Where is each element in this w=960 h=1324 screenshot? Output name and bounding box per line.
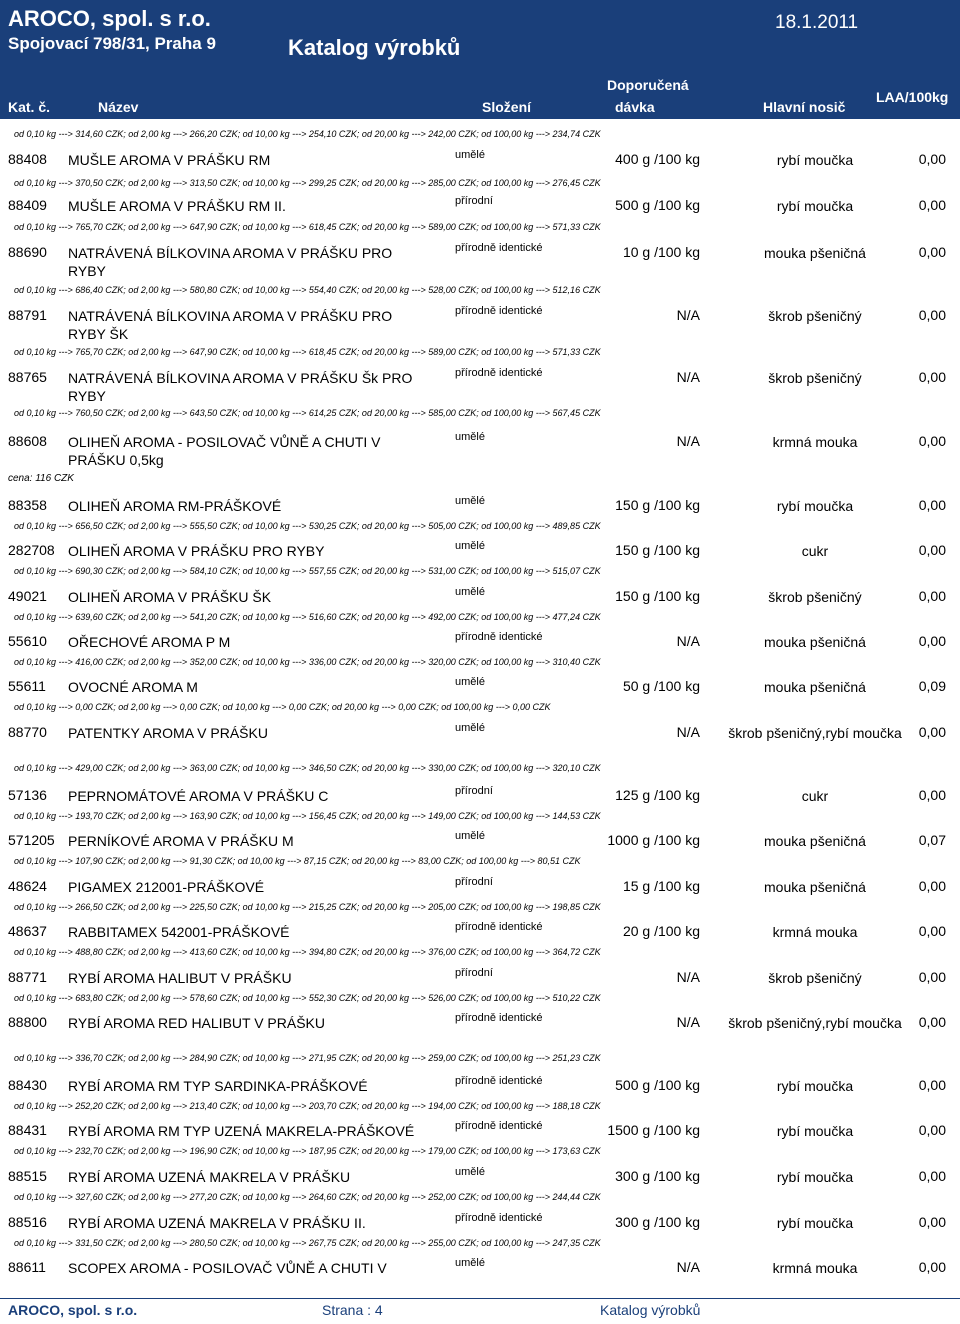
product-name: RYBÍ AROMA RM TYP UZENÁ MAKRELA-PRÁŠKOVÉ — [68, 1123, 415, 1139]
product-name: RABBITAMEX 542001-PRÁŠKOVÉ — [68, 924, 290, 940]
product-dose: 500 g /100 kg — [615, 197, 700, 213]
product-code: 88791 — [8, 307, 47, 323]
product-name: PEPRNOMÁTOVÉ AROMA V PRÁŠKU C — [68, 788, 329, 804]
product-carrier: rybí moučka — [776, 198, 854, 214]
price-line: od 0,10 kg ---> 765,70 CZK; od 2,00 kg ---> 647,90 CZK; od 10,00 kg ---> 618,45 CZK; od 20,00 kg ---> 589,00 CZK; od 100,00 kg ---> 571,33 CZK — [14, 347, 601, 357]
product-composition: umělé — [455, 676, 485, 688]
product-laa: 0,07 — [918, 832, 946, 848]
product-laa: 0,00 — [918, 433, 946, 449]
product-carrier: škrob pšeničný — [768, 970, 862, 986]
product-code: 88516 — [8, 1214, 47, 1230]
footer-page: Strana : 4 — [322, 1302, 383, 1318]
product-code: 571205 — [8, 832, 55, 848]
product-code: 88771 — [8, 969, 47, 985]
product-name: PIGAMEX 212001-PRÁŠKOVÉ — [68, 879, 265, 895]
product-carrier: rybí moučka — [776, 498, 854, 514]
product-carrier: škrob pšeničný — [768, 589, 862, 605]
product-code: 49021 — [8, 588, 47, 604]
product-composition: umělé — [455, 1166, 485, 1178]
price-line: od 0,10 kg ---> 336,70 CZK; od 2,00 kg ---> 284,90 CZK; od 10,00 kg ---> 271,95 CZK; od 20,00 kg ---> 259,00 CZK; od 100,00 kg ---> 251,23 CZK — [14, 1053, 601, 1063]
product-laa: 0,00 — [918, 197, 946, 213]
product-dose: 15 g /100 kg — [622, 878, 700, 894]
product-carrier: cukr — [801, 788, 829, 804]
product-dose: N/A — [676, 1014, 700, 1030]
product-name: OLIHEŇ AROMA RM-PRÁŠKOVÉ — [68, 498, 282, 514]
product-dose: 150 g /100 kg — [615, 542, 700, 558]
product-dose: 300 g /100 kg — [615, 1214, 700, 1230]
price-line: od 0,10 kg ---> 639,60 CZK; od 2,00 kg ---> 541,20 CZK; od 10,00 kg ---> 516,60 CZK; od 20,00 kg ---> 492,00 CZK; od 100,00 kg ---> 477,24 CZK — [14, 612, 601, 622]
price-line: od 0,10 kg ---> 765,70 CZK; od 2,00 kg ---> 647,90 CZK; od 10,00 kg ---> 618,45 CZK; od 20,00 kg ---> 589,00 CZK; od 100,00 kg ---> 571,33 CZK — [14, 222, 601, 232]
col-laa: LAA/100kg — [876, 89, 949, 105]
product-dose: 50 g /100 kg — [622, 678, 700, 694]
price-line: od 0,10 kg ---> 193,70 CZK; od 2,00 kg ---> 163,90 CZK; od 10,00 kg ---> 156,45 CZK; od 20,00 kg ---> 149,00 CZK; od 100,00 kg ---> 144,53 CZK — [14, 811, 601, 821]
product-dose: 150 g /100 kg — [615, 497, 700, 513]
product-laa: 0,00 — [918, 1122, 946, 1138]
product-carrier: cukr — [801, 543, 829, 559]
product-composition: přírodní — [455, 785, 493, 797]
product-dose: 1500 g /100 kg — [607, 1122, 700, 1138]
product-dose: N/A — [676, 307, 700, 323]
product-code: 48637 — [8, 923, 47, 939]
col-dose-top: Doporučená — [607, 77, 689, 93]
product-composition: umělé — [455, 431, 485, 443]
product-composition: umělé — [455, 540, 485, 552]
product-composition: přírodně identické — [455, 367, 543, 379]
product-name: NATRÁVENÁ BÍLKOVINA AROMA V PRÁŠKU PRO RYBY — [68, 245, 393, 279]
product-dose: N/A — [676, 369, 700, 385]
product-composition: přírodně identické — [455, 305, 543, 317]
product-name: OLIHEŇ AROMA - POSILOVAČ VŮNĚ A CHUTI V PRÁŠKU 0,5kg — [68, 434, 381, 468]
product-name: MUŠLE AROMA V PRÁŠKU RM II. — [68, 198, 286, 214]
product-laa: 0,00 — [918, 1168, 946, 1184]
product-carrier: krmná mouka — [772, 1260, 858, 1276]
product-carrier: rybí moučka — [776, 1123, 854, 1139]
price-line: od 0,10 kg ---> 760,50 CZK; od 2,00 kg ---> 643,50 CZK; od 10,00 kg ---> 614,25 CZK; od 20,00 kg ---> 585,00 CZK; od 100,00 kg ---> 567,45 CZK — [14, 408, 601, 418]
product-composition: umělé — [455, 722, 485, 734]
product-laa: 0,00 — [918, 307, 946, 323]
company-name: AROCO, spol. s r.o. — [8, 6, 211, 31]
price-line: od 0,10 kg ---> 683,80 CZK; od 2,00 kg ---> 578,60 CZK; od 10,00 kg ---> 552,30 CZK; od 20,00 kg ---> 526,00 CZK; od 100,00 kg ---> 510,22 CZK — [14, 993, 601, 1003]
product-name: OLIHEŇ AROMA V PRÁŠKU ŠK — [68, 589, 272, 605]
product-laa: 0,00 — [918, 1077, 946, 1093]
product-name: RYBÍ AROMA RED HALIBUT V PRÁŠKU — [68, 1015, 326, 1031]
product-code: 88608 — [8, 433, 47, 449]
page-header — [0, 0, 960, 128]
price-line: od 0,10 kg ---> 314,60 CZK; od 2,00 kg ---> 266,20 CZK; od 10,00 kg ---> 254,10 CZK; od 20,00 kg ---> 242,00 CZK; od 100,00 kg ---> 234,74 CZK — [14, 129, 601, 139]
product-dose: 150 g /100 kg — [615, 588, 700, 604]
product-code: 88430 — [8, 1077, 47, 1093]
product-name: OLIHEŇ AROMA V PRÁŠKU PRO RYBY — [68, 543, 325, 559]
product-code: 88358 — [8, 497, 47, 513]
product-name: SCOPEX AROMA - POSILOVAČ VŮNĚ A CHUTI V — [68, 1260, 387, 1276]
product-composition: přírodní — [455, 967, 493, 979]
price-line: od 0,10 kg ---> 232,70 CZK; od 2,00 kg ---> 196,90 CZK; od 10,00 kg ---> 187,95 CZK; od 20,00 kg ---> 179,00 CZK; od 100,00 kg ---> 173,63 CZK — [14, 1146, 601, 1156]
product-name: OŘECHOVÉ AROMA P M — [68, 634, 231, 650]
product-carrier: rybí moučka — [776, 1078, 854, 1094]
col-kat: Kat. č. — [8, 99, 51, 115]
product-name: RYBÍ AROMA RM TYP SARDINKA-PRÁŠKOVÉ — [68, 1078, 368, 1094]
product-carrier: škrob pšeničný,rybí moučka — [728, 1015, 902, 1031]
product-code: 88408 — [8, 151, 47, 167]
product-name: MUŠLE AROMA V PRÁŠKU RM — [68, 152, 271, 168]
price-line: od 0,10 kg ---> 331,50 CZK; od 2,00 kg ---> 280,50 CZK; od 10,00 kg ---> 267,75 CZK; od 20,00 kg ---> 255,00 CZK; od 100,00 kg ---> 247,35 CZK — [14, 1238, 601, 1248]
product-dose: 500 g /100 kg — [615, 1077, 700, 1093]
product-laa: 0,00 — [918, 151, 946, 167]
product-composition: přírodně identické — [455, 1120, 543, 1132]
price-line: od 0,10 kg ---> 0,00 CZK; od 2,00 kg ---> 0,00 CZK; od 10,00 kg ---> 0,00 CZK; od 20,00 kg ---> 0,00 CZK; od 100,00 kg ---> 0,00 CZK — [14, 702, 551, 712]
product-code: 88800 — [8, 1014, 47, 1030]
footer-company: AROCO, spol. s r.o. — [8, 1302, 138, 1318]
product-composition: přírodně identické — [455, 1075, 543, 1087]
col-name: Název — [98, 99, 139, 115]
product-laa: 0,00 — [918, 369, 946, 385]
product-laa: 0,00 — [918, 1259, 946, 1275]
product-dose: N/A — [676, 433, 700, 449]
product-name: OVOCNÉ AROMA M — [68, 679, 198, 695]
product-dose: N/A — [676, 724, 700, 740]
product-composition: přírodně identické — [455, 631, 543, 643]
product-laa: 0,00 — [918, 633, 946, 649]
product-code: 88765 — [8, 369, 47, 385]
product-composition: přírodně identické — [455, 921, 543, 933]
product-composition: umělé — [455, 830, 485, 842]
product-name: PERNÍKOVÉ AROMA V PRÁŠKU M — [68, 833, 294, 849]
product-code: 88409 — [8, 197, 47, 213]
product-laa: 0,00 — [918, 497, 946, 513]
product-code: 48624 — [8, 878, 47, 894]
company-address: Spojovací 798/31, Praha 9 — [8, 34, 216, 53]
product-code: 57136 — [8, 787, 47, 803]
catalog-title: Katalog výrobků — [288, 35, 461, 60]
product-code: 88515 — [8, 1168, 47, 1184]
product-code: 88431 — [8, 1122, 47, 1138]
product-laa: 0,00 — [918, 588, 946, 604]
product-carrier: mouka pšeničná — [764, 245, 866, 261]
product-carrier: rybí moučka — [776, 1215, 854, 1231]
product-dose: 10 g /100 kg — [622, 244, 700, 260]
product-carrier: škrob pšeničný,rybí moučka — [728, 725, 902, 741]
col-comp: Složení — [482, 99, 532, 115]
product-composition: přírodně identické — [455, 1012, 543, 1024]
price-line: od 0,10 kg ---> 107,90 CZK; od 2,00 kg ---> 91,30 CZK; od 10,00 kg ---> 87,15 CZK; od 20,00 kg ---> 83,00 CZK; od 100,00 kg ---> 80,51 CZK — [14, 856, 581, 866]
product-carrier: mouka pšeničná — [764, 679, 866, 695]
product-composition: umělé — [455, 1257, 485, 1269]
price-line: od 0,10 kg ---> 429,00 CZK; od 2,00 kg ---> 363,00 CZK; od 10,00 kg ---> 346,50 CZK; od 20,00 kg ---> 330,00 CZK; od 100,00 kg ---> 320,10 CZK — [14, 763, 601, 773]
product-carrier: mouka pšeničná — [764, 879, 866, 895]
product-composition: přírodně identické — [455, 242, 543, 254]
header-separator — [0, 118, 960, 119]
product-laa: 0,00 — [918, 969, 946, 985]
unit-price: cena: 116 CZK — [8, 473, 74, 484]
price-line: od 0,10 kg ---> 327,60 CZK; od 2,00 kg ---> 277,20 CZK; od 10,00 kg ---> 264,60 CZK; od 20,00 kg ---> 252,00 CZK; od 100,00 kg ---> 244,44 CZK — [14, 1192, 601, 1202]
price-line: od 0,10 kg ---> 252,20 CZK; od 2,00 kg ---> 213,40 CZK; od 10,00 kg ---> 203,70 CZK; od 20,00 kg ---> 194,00 CZK; od 100,00 kg ---> 188,18 CZK — [14, 1101, 601, 1111]
product-laa: 0,00 — [918, 1014, 946, 1030]
product-composition: přírodní — [455, 195, 493, 207]
product-dose: N/A — [676, 633, 700, 649]
product-laa: 0,00 — [918, 244, 946, 260]
product-dose: N/A — [676, 969, 700, 985]
product-name: RYBÍ AROMA UZENÁ MAKRELA V PRÁŠKU — [68, 1169, 351, 1185]
product-laa: 0,00 — [918, 878, 946, 894]
product-code: 88770 — [8, 724, 47, 740]
product-laa: 0,00 — [918, 787, 946, 803]
product-dose: N/A — [676, 1259, 700, 1275]
product-name: NATRÁVENÁ BÍLKOVINA AROMA V PRÁŠKU Šk PRO RYBY — [68, 370, 413, 404]
price-line: od 0,10 kg ---> 656,50 CZK; od 2,00 kg ---> 555,50 CZK; od 10,00 kg ---> 530,25 CZK; od 20,00 kg ---> 505,00 CZK; od 100,00 kg ---> 489,85 CZK — [14, 521, 601, 531]
product-carrier: rybí moučka — [776, 1169, 854, 1185]
product-composition: přírodně identické — [455, 1212, 543, 1224]
product-dose: 1000 g /100 kg — [607, 832, 700, 848]
price-line: od 0,10 kg ---> 416,00 CZK; od 2,00 kg ---> 352,00 CZK; od 10,00 kg ---> 336,00 CZK; od 20,00 kg ---> 320,00 CZK; od 100,00 kg ---> 310,40 CZK — [14, 657, 601, 667]
product-dose: 20 g /100 kg — [622, 923, 700, 939]
product-name: RYBÍ AROMA HALIBUT V PRÁŠKU — [68, 970, 292, 986]
product-carrier: krmná mouka — [772, 434, 858, 450]
product-carrier: rybí moučka — [776, 152, 854, 168]
product-code: 88611 — [8, 1259, 46, 1275]
product-dose: 400 g /100 kg — [615, 151, 700, 167]
footer-title: Katalog výrobků — [600, 1302, 701, 1318]
product-carrier: škrob pšeničný — [768, 308, 862, 324]
price-line: od 0,10 kg ---> 370,50 CZK; od 2,00 kg ---> 313,50 CZK; od 10,00 kg ---> 299,25 CZK; od 20,00 kg ---> 285,00 CZK; od 100,00 kg ---> 276,45 CZK — [14, 178, 601, 188]
product-code: 55611 — [8, 678, 46, 694]
product-name: PATENTKY AROMA V PRÁŠKU — [68, 725, 268, 741]
footer-separator — [0, 1298, 960, 1299]
catalog-date: 18.1.2011 — [775, 12, 859, 33]
product-laa: 0,00 — [918, 923, 946, 939]
product-composition: umělé — [455, 495, 485, 507]
product-carrier: škrob pšeničný — [768, 370, 862, 386]
product-carrier: krmná mouka — [772, 924, 858, 940]
product-name: RYBÍ AROMA UZENÁ MAKRELA V PRÁŠKU II. — [68, 1215, 366, 1231]
col-dose: dávka — [615, 99, 655, 115]
product-code: 282708 — [8, 542, 55, 558]
product-name: NATRÁVENÁ BÍLKOVINA AROMA V PRÁŠKU PRO RYBY ŠK — [68, 308, 393, 342]
product-carrier: mouka pšeničná — [764, 833, 866, 849]
price-line: od 0,10 kg ---> 488,80 CZK; od 2,00 kg ---> 413,60 CZK; od 10,00 kg ---> 394,80 CZK; od 20,00 kg ---> 376,00 CZK; od 100,00 kg ---> 364,72 CZK — [14, 947, 601, 957]
price-line: od 0,10 kg ---> 686,40 CZK; od 2,00 kg ---> 580,80 CZK; od 10,00 kg ---> 554,40 CZK; od 20,00 kg ---> 528,00 CZK; od 100,00 kg ---> 512,16 CZK — [14, 285, 601, 295]
product-code: 55610 — [8, 633, 47, 649]
product-code: 88690 — [8, 244, 47, 260]
product-laa: 0,00 — [918, 542, 946, 558]
price-line: od 0,10 kg ---> 266,50 CZK; od 2,00 kg ---> 225,50 CZK; od 10,00 kg ---> 215,25 CZK; od 20,00 kg ---> 205,00 CZK; od 100,00 kg ---> 198,85 CZK — [14, 902, 601, 912]
product-composition: umělé — [455, 149, 485, 161]
product-composition: umělé — [455, 586, 485, 598]
product-dose: 300 g /100 kg — [615, 1168, 700, 1184]
product-dose: 125 g /100 kg — [615, 787, 700, 803]
price-line: od 0,10 kg ---> 690,30 CZK; od 2,00 kg ---> 584,10 CZK; od 10,00 kg ---> 557,55 CZK; od 20,00 kg ---> 531,00 CZK; od 100,00 kg ---> 515,07 CZK — [14, 566, 601, 576]
product-laa: 0,00 — [918, 724, 946, 740]
product-composition: přírodní — [455, 876, 493, 888]
col-carrier: Hlavní nosič — [763, 99, 846, 115]
product-carrier: mouka pšeničná — [764, 634, 866, 650]
product-laa: 0,00 — [918, 1214, 946, 1230]
product-laa: 0,09 — [918, 678, 946, 694]
